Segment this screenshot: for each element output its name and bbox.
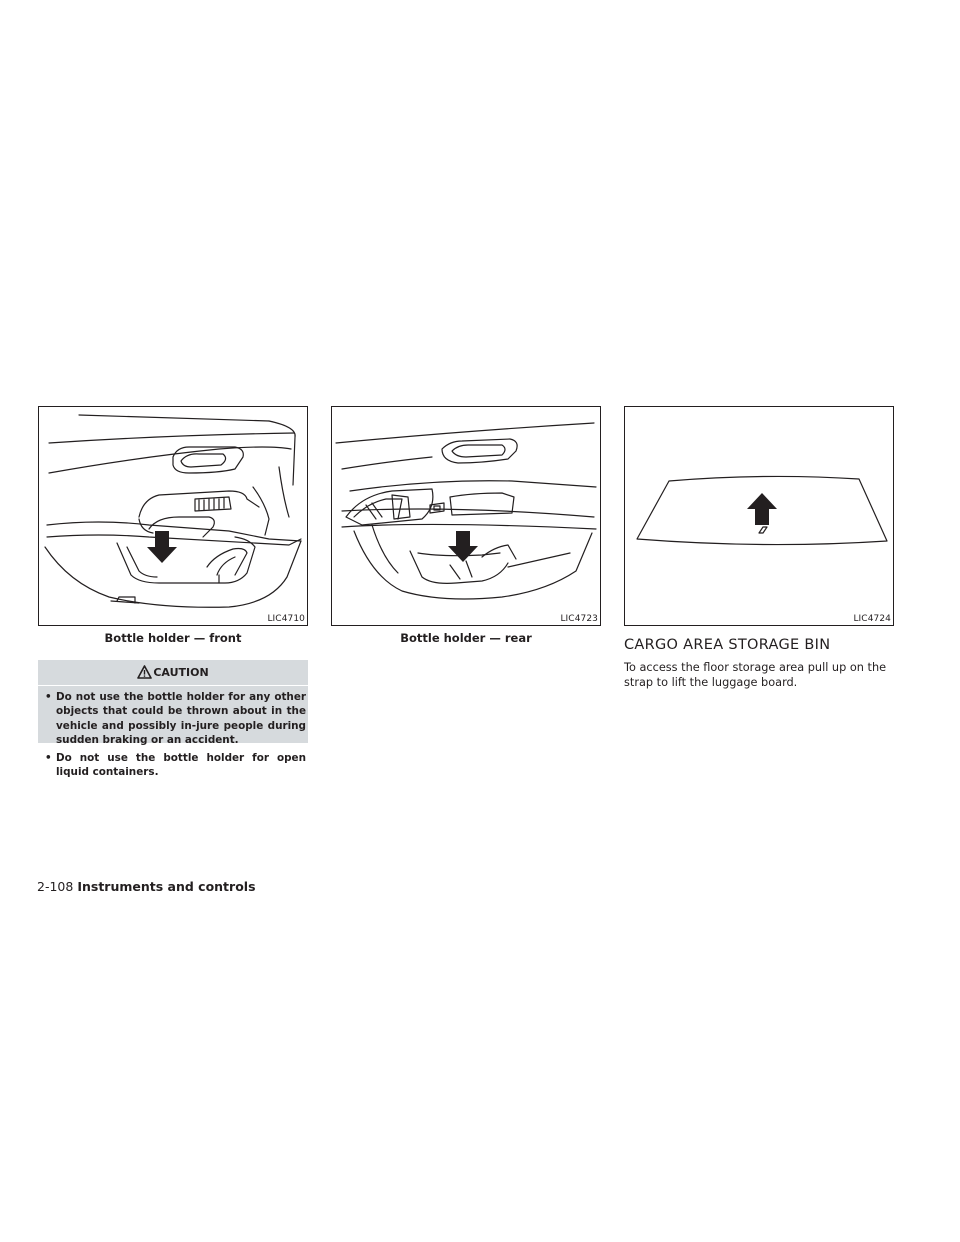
figure-code: LIC4710 [267, 614, 305, 624]
bullet: • [45, 691, 52, 703]
figure-bottle-holder-front [38, 406, 308, 626]
figure-caption: Bottle holder — front [104, 631, 242, 645]
caution-list [44, 690, 306, 782]
figure-code: LIC4724 [853, 614, 891, 624]
chapter-title: Instruments and controls [77, 879, 256, 894]
caution-header [38, 660, 308, 686]
caution-box [38, 660, 308, 779]
page-number: 2-108 [37, 879, 74, 894]
figure-bottle-holder-rear [331, 406, 601, 626]
caution-item-text: Do not use the bottle holder for open liquid containers. [56, 751, 306, 779]
figure-cargo-area [624, 406, 894, 626]
down-arrow-icon [332, 407, 602, 627]
figure-caption: Bottle holder — rear [400, 631, 532, 645]
up-arrow-icon [625, 407, 895, 627]
caution-item-text: Do not use the bottle holder for any other objects that could be thrown about in the vehicle and possibly in-jure people during sudden braking or an accident. [56, 691, 306, 747]
page-footer [37, 879, 256, 894]
figure-code: LIC4723 [560, 614, 598, 624]
caution-item [44, 690, 306, 748]
section-title: CARGO AREA STORAGE BIN [624, 637, 831, 653]
warning-triangle-icon [137, 665, 152, 679]
down-arrow-icon [39, 407, 309, 627]
bullet: • [45, 751, 52, 764]
caution-title: CAUTION [153, 666, 209, 679]
section-body: To access the floor storage area pull up on the strap to lift the luggage board. [624, 661, 887, 690]
caution-item [44, 751, 306, 780]
